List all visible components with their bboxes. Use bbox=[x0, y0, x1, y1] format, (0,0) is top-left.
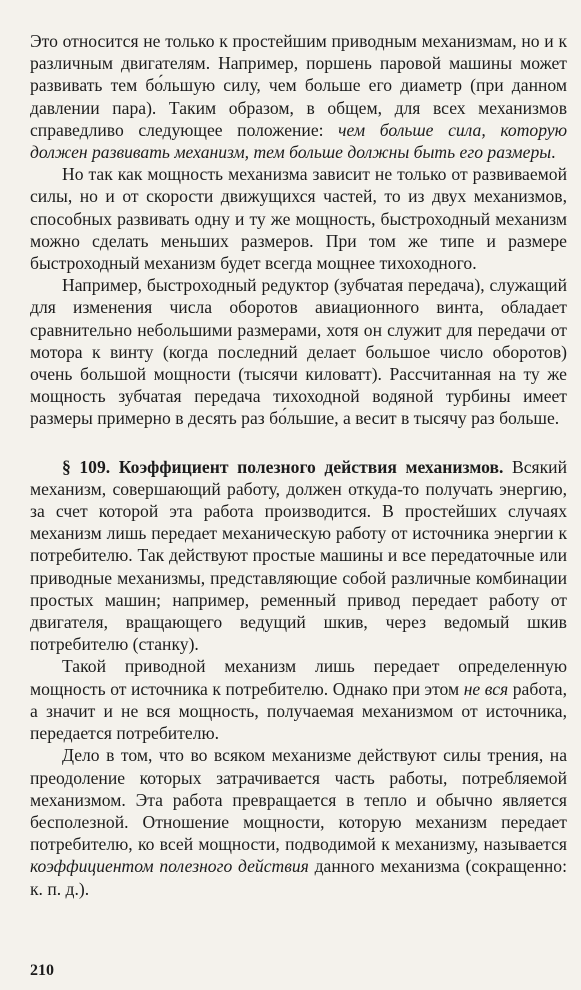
text-run: работа, а значит и не вся мощность, получаемая механизмом от источника, передается потребителю. bbox=[30, 678, 567, 744]
section-109-paragraph bbox=[30, 456, 567, 656]
paragraph-1 bbox=[30, 30, 567, 163]
section-heading: § 109. Коэффициент полезного действия механизмов. bbox=[62, 456, 504, 477]
text-run: Дело в том, что во всяком механизме действуют силы трения, на преодоление которых затрачивается часть работы, потребляемой механизмом. Эта работа превращается в тепло и обычно является бесполезной. Отношение мощности, которую механизм передает потребителю, ко всей мощности, подводимой к механизму, называется bbox=[30, 745, 567, 855]
text-run: Такой приводной механизм лишь передает определенную мощность от источника к потребителю. Однако при этом bbox=[30, 656, 567, 699]
paragraph-3 bbox=[30, 274, 567, 429]
text-run: Это относится не только к простейшим приводным механизмам, но и к различным двигателям. Например, поршень паровой машины может развивать тем бо́льшую силу, чем больше его диаметр (при данном давлении пара). Таким образом, в общем, для всех механизмов справедливо следующее положение: bbox=[30, 31, 567, 140]
italic-phrase: не вся bbox=[463, 678, 509, 699]
text-run: Всякий механизм, совершающий работу, должен откуда-то получать энергию, за счет которой эта работа производится. В простейших случаях механизм лишь передает механическую работу от источника энергии к потребителю. Так действуют простые машины и все передаточные или приводные механизмы, представляющие собой различные комбинации простых машин; например, ременный привод передает работу от двигателя, вращающего ведущий шкив, через ведомый шкив потребителю (станку). bbox=[30, 456, 567, 655]
paragraph-6 bbox=[30, 744, 567, 899]
page-number: 210 bbox=[30, 962, 54, 979]
text-run: данного механизма (сокращенно: к. п. д.). bbox=[30, 856, 567, 899]
italic-phrase: чем больше сила, которую должен развивать механизм, тем больше должны быть его размеры bbox=[30, 119, 567, 163]
text-run: Но так как мощность механизма зависит не только от развиваемой силы, но и от скорости движущихся частей, то из двух механизмов, способных развивать одну и ту же мощность, быстроходный механизм можно сделать меньших размеров. При том же типе и размере быстроходный механизм будет всегда мощнее тихоходного. bbox=[30, 164, 567, 274]
text-run: . bbox=[551, 142, 556, 163]
paragraph-5 bbox=[30, 655, 567, 744]
italic-phrase: коэффициентом полезного действия bbox=[30, 856, 309, 877]
text-run: Например, быстроходный редуктор (зубчатая передача), служащий для изменения числа оборотов авиационного винта, обладает сравнительно небольшими размерами, хотя он служит для передачи от мотора к винту (когда последний делает большое число оборотов) очень большой мощности (тысячи киловатт). Рассчитанная на ту же мощность зубчатая передача тихоходной водяной турбины имеет размеры примерно в десять раз бо́льшие, а весит в тысячу раз больше. bbox=[30, 275, 567, 429]
paragraph-2 bbox=[30, 163, 567, 274]
